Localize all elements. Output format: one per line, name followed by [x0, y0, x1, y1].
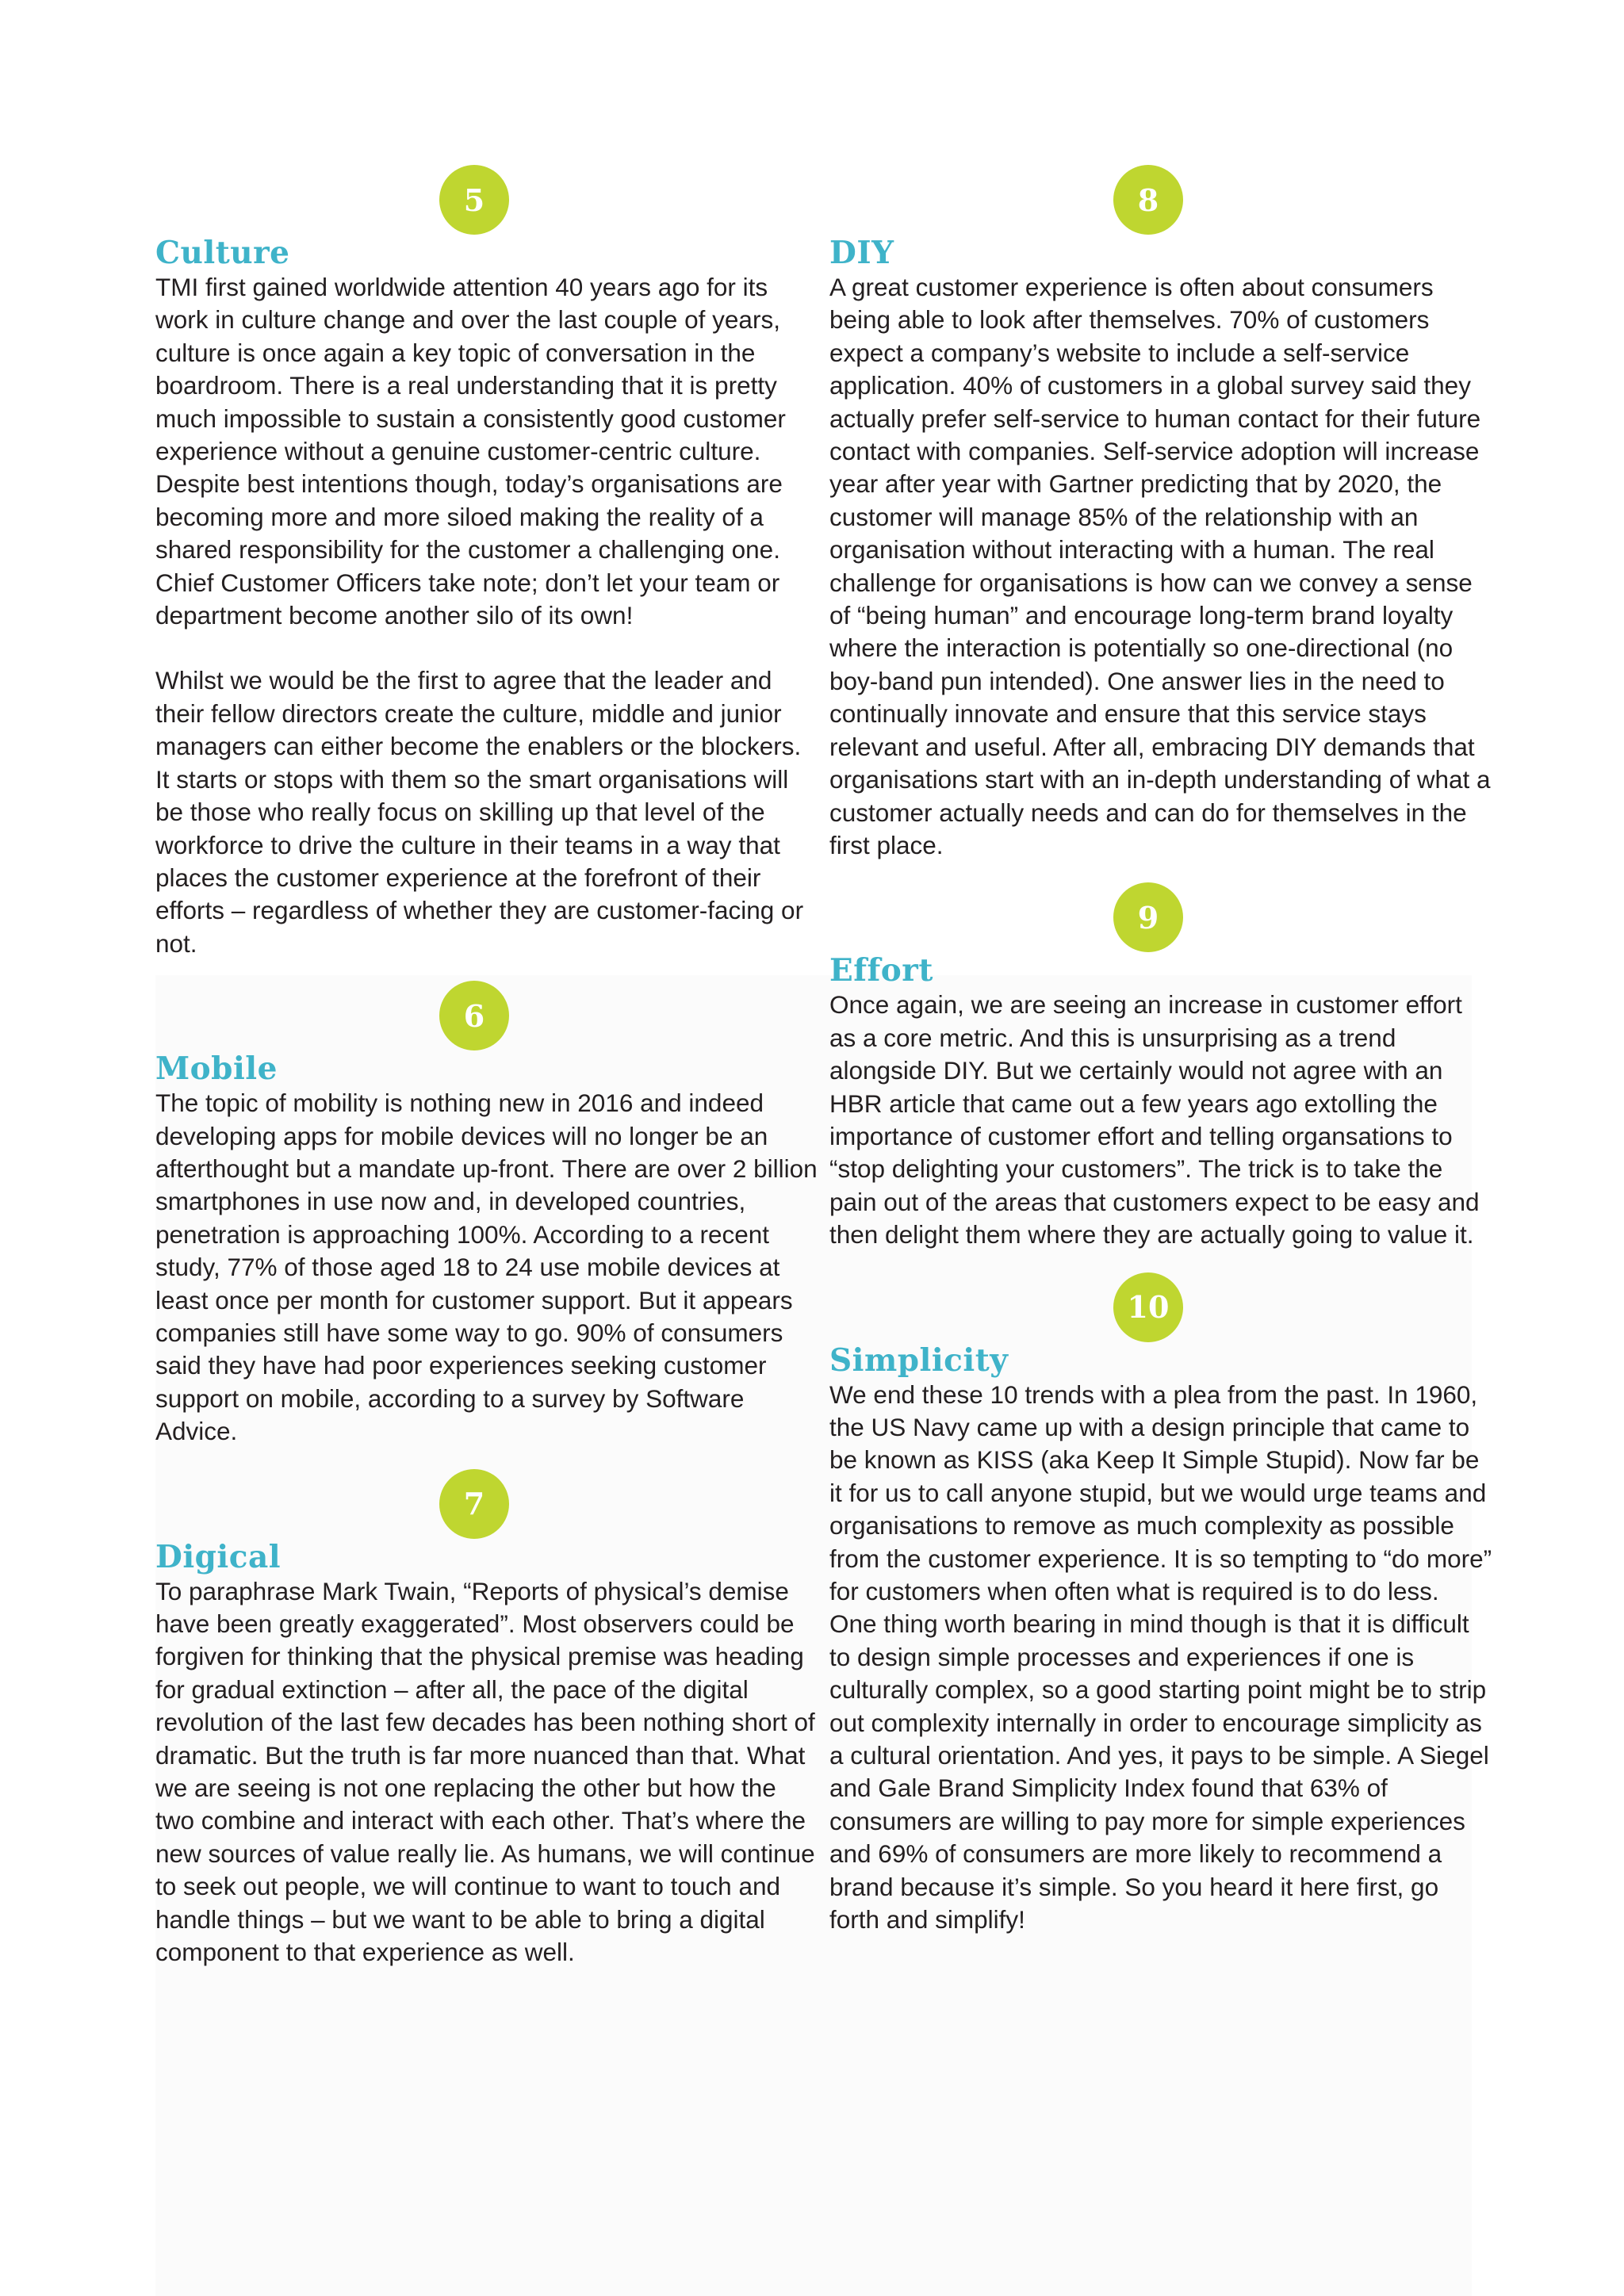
left-column — [155, 165, 818, 1969]
trend-heading: DIY — [829, 235, 894, 271]
trend-heading: Effort — [829, 952, 933, 989]
trend-paragraph: Once again, we are seeing an increase in customer effort as a core metric. And this is unsurprising as a trend alongside DIY. But we certainly would not agree with an HBR article that came out a few years ago extolling the importance of customer effort and telling organsations to “stop delighting your customers”. The trick is to take the pain out of the areas that customers expect to be easy and then delight them where they are actually going to value it. — [829, 990, 1480, 1249]
trend-section-culture — [155, 165, 818, 960]
trend-paragraph: Whilst we would be the first to agree that the leader and their fellow directors create the culture, middle and junior managers can either become the enablers or the blockers. It starts or stops with them so the smart organisations will be those who really focus on skilling up that level of the workforce to drive the culture in their teams in a way that places the customer experience at the forefront of their efforts – regardless of whether they are customer-facing or not. — [155, 666, 804, 958]
trend-heading: Culture — [155, 235, 290, 271]
trend-number-badge: 10 — [1113, 1272, 1183, 1342]
trend-number-badge: 5 — [439, 165, 509, 235]
trend-paragraph: A great customer experience is often about consumers being able to look after themselves. 70% of customers expect a company’s website to include a self-service application. 40% of customers in a global survey said they actually prefer self-service to human contact for their future contact with companies. Self-service adoption will increase year after year with Gartner predicting that by 2020, the customer will manage 85% of the relationship with an organisation without interacting with a human. The real challenge for organisations is how can we convey a sense of “being human” and encourage long-term brand loyalty where the interaction is potentially so one-directional (no boy-band pun intended). One answer lies in the need to continually innovate and ensure that this service stays relevant and useful. After all, embracing DIY demands that organisations start with an in-depth understanding of what a customer actually needs and can do for themselves in the first place. — [829, 273, 1491, 859]
trend-paragraph: To paraphrase Mark Twain, “Reports of physical’s demise have been greatly exaggerated”. Most observers could be forgiven for thinking that the physical premise was heading for gradual extinction – after all, the pace of the digital revolution of the last few decades has been nothing short of dramatic. But the truth is far more nuanced than that. What we are seeing is not one replacing the other but how the two combine and interact with each other. That’s where the new sources of value really lie. As humans, we will continue to seek out people, we will continue to want to touch and handle things – but we want to be able to bring a digital component to that experience as well. — [155, 1576, 815, 1967]
trend-section-diy — [829, 165, 1492, 862]
trend-number-badge: 8 — [1113, 165, 1183, 235]
trend-section-effort — [829, 882, 1492, 1251]
trend-section-simplicity — [829, 1272, 1492, 1937]
trend-heading: Mobile — [155, 1050, 278, 1088]
trend-section-mobile — [155, 981, 818, 1448]
trend-section-digical — [155, 1469, 818, 1969]
trend-number-badge: 7 — [439, 1469, 509, 1539]
trend-number-badge: 6 — [439, 981, 509, 1050]
trend-number-badge: 9 — [1113, 882, 1183, 952]
right-column — [829, 165, 1492, 1936]
trend-heading: Digical — [155, 1538, 282, 1575]
trend-heading: Simplicity — [829, 1341, 1009, 1379]
trend-paragraph: TMI first gained worldwide attention 40 years ago for its work in culture change and over the last couple of years, culture is once again a key topic of conversation in the boardroom. There is a real understanding that it is pretty much impossible to sustain a consistently good customer experience without a genuine customer-centric culture. Despite best intentions though, today’s organisations are becoming more and more siloed making the reality of a shared responsibility for the customer a challenging one. Chief Customer Officers take note; don’t let your team or department become another silo of its own! — [155, 273, 786, 630]
trend-paragraph: The topic of mobility is nothing new in 2016 and indeed developing apps for mobile devices will no longer be an afterthought but a mandate up-front. There are over 2 billion smartphones in use now and, in developed countries, penetration is approaching 100%. According to a recent study, 77% of those aged 18 to 24 use mobile devices at least once per month for customer support. But it appears companies still have some way to go. 90% of consumers said they have had poor experiences seeking customer support on mobile, according to a survey by Software Advice. — [155, 1089, 818, 1446]
trend-paragraph: We end these 10 trends with a plea from the past. In 1960, the US Navy came up with a design principle that came to be known as KISS (aka Keep It Simple Stupid). Now far be it for us to call anyone stupid, but we would urge teams and organisations to remove as much complexity as possible from the customer experience. It is so tempting to “do more” for customers when often what is required is to do less. One thing worth bearing in mind though is that it is difficult to design simple processes and experiences if one is culturally complex, so a good starting point might be to strip out complexity internally in order to encourage simplicity as a cultural orientation. And yes, it pays to be simple. A Siegel and Gale Brand Simplicity Index found that 63% of consumers are willing to pay more for simple experiences and 69% of consumers are more likely to recommend a brand because it’s simple. So you heard it here first, go forth and simplify! — [829, 1380, 1492, 1934]
